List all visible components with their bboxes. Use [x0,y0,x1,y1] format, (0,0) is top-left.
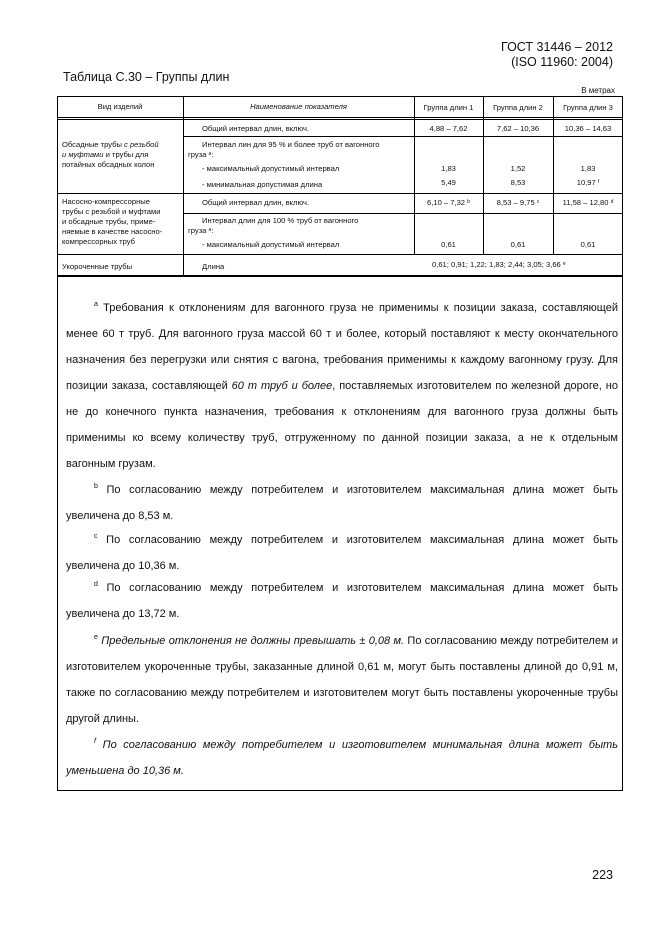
indicator-interval-100-line2: груза $^a$: [188,226,214,235]
cell-s2r3-g3: 0,61 [580,240,596,249]
cell-s2r1-g2: 8,53 – 9,75 $^c$ [496,198,540,207]
cell-short-lengths: 0,61; 0,91; 1,22; 1,83; 2,44; 3,05; 3,66 $^e$ [432,260,566,269]
cell-s1r1-g3: 10,36 – 14,63 [564,124,612,133]
col-header-group2: Группа длин 2 [493,103,543,112]
table-title: Таблица С.30 – Группы длин [63,70,230,84]
cell-s1r4-g1: 5,49 [441,178,456,187]
col-header-product: Вид изделий [97,102,143,111]
length-groups-table [57,96,623,276]
col-header-group3: Группа длин 3 [563,103,613,112]
product-casing-line3: потайных обсадных колон [62,160,155,169]
indicator-interval-95-line2: груза $^a$: [188,150,214,159]
footnote-e: $^e$ Предельные отклонения не должны превышать ± 0,08 м. По согласованию между потребителем и изготовителем укороченные трубы, заказанные длиной 0,61 м, могут быть поставлены длиной до 0,91 м, также по согласованию между потребителем и изготовителем могут быть поставлены укороченные трубы другой длины. [66,634,618,725]
indicator-length: Длина [202,262,225,271]
cell-s2r3-g2: 0,61 [510,240,526,249]
footnote-b: $^b$ По согласованию между потребителем и изготовителем максимальная длина может быть увеличена до 8,53 м. [66,483,618,522]
product-casing-line2: и муфтами и трубы для [62,150,149,159]
cell-s2r3-g1: 0,61 [441,240,456,249]
col-header-group1: Группа длин 1 [423,103,474,112]
cell-s1r1-g2: 7,62 – 10,36 [496,124,540,133]
iso-number: (ISO 11960: 2004) [511,55,613,69]
product-tubing-line3: и обсадные трубы, приме- [62,217,156,226]
table-footnotes [57,276,623,791]
cell-s2r1-g3: 11,58 – 12,80 $^d$ [562,198,614,207]
footnote-c: $^c$ По согласованию между потребителем и изготовителем максимальная длина может быть увеличена до 10,36 м. [66,533,618,572]
indicator-max-interval-2: - максимальный допустимый интервал [202,240,340,249]
cell-s1r4-g2: 8,53 [510,178,526,187]
cell-s1r1-g1: 4,88 – 7,62 [429,124,468,133]
product-tubing-line2: трубы с резьбой и муфтами [62,207,161,216]
cell-s1r3-g3: 1,83 [580,164,596,173]
product-casing-line1: Обсадные трубы с резьбой [62,140,159,149]
product-tubing-line5: компрессорных труб [62,237,135,246]
product-tubing-line4: няемые в качестве насосно- [62,227,163,236]
product-tubing-line1: Насосно-компрессорные [62,197,150,206]
cell-s1r3-g1: 1,83 [441,164,456,173]
indicator-total-interval-2: Общий интервал длин, включ. [202,198,310,207]
indicator-interval-95: Интервал лин для 95 % и более труб от вагонного [202,140,380,149]
cell-s2r1-g1: 6,10 – 7,32 $^b$ [427,198,470,207]
indicator-interval-100: Интервал длин для 100 % труб от вагонного [202,216,359,225]
cell-s1r3-g2: 1,52 [510,164,526,173]
units-label: В метрах [581,86,615,95]
col-header-indicator: Наименование показателя [250,102,347,111]
footnote-a: $^a$ Требования к отклонениям для вагонного груза не применимы к позиции заказа, составляющей менее 60 т труб. Для вагонного груза массой 60 т и более, который поставляют к месту окончательного назначения без перегрузки или снятия с вагона, требования применимы к каждому вагонному грузу. Для позиции заказа, составляющей 60 т труб и более, поставляемых изготовителем по железной дороге, но не до конечного пункта назначения, требования к отклонениям для вагонного груза должны быть применимы ко всему количеству труб, отгруженному по данной позиции заказа, а не к отдельным вагонным грузам. [66,301,618,470]
footnote-d: $^d$ По согласованию между потребителем и изготовителем максимальная длина может быть увеличена до 13,72 м. [66,581,618,620]
indicator-total-interval: Общий интервал длин, включ. [202,124,310,133]
indicator-min-length: - минимальная допустимая длина [202,180,323,189]
indicator-max-interval: - максимальный допустимый интервал [202,164,340,173]
cell-s1r4-g3: 10,97 $^f$ [576,178,600,187]
document-header [501,40,613,70]
product-short-pipes: Укороченные трубы [62,262,133,271]
standard-number: ГОСТ 31446 – 2012 [501,40,613,54]
footnote-f: $^f$ По согласованию между потребителем и изготовителем минимальная длина может быть уменьшена до 10,36 м. [66,738,618,777]
page-number: 223 [592,868,613,882]
